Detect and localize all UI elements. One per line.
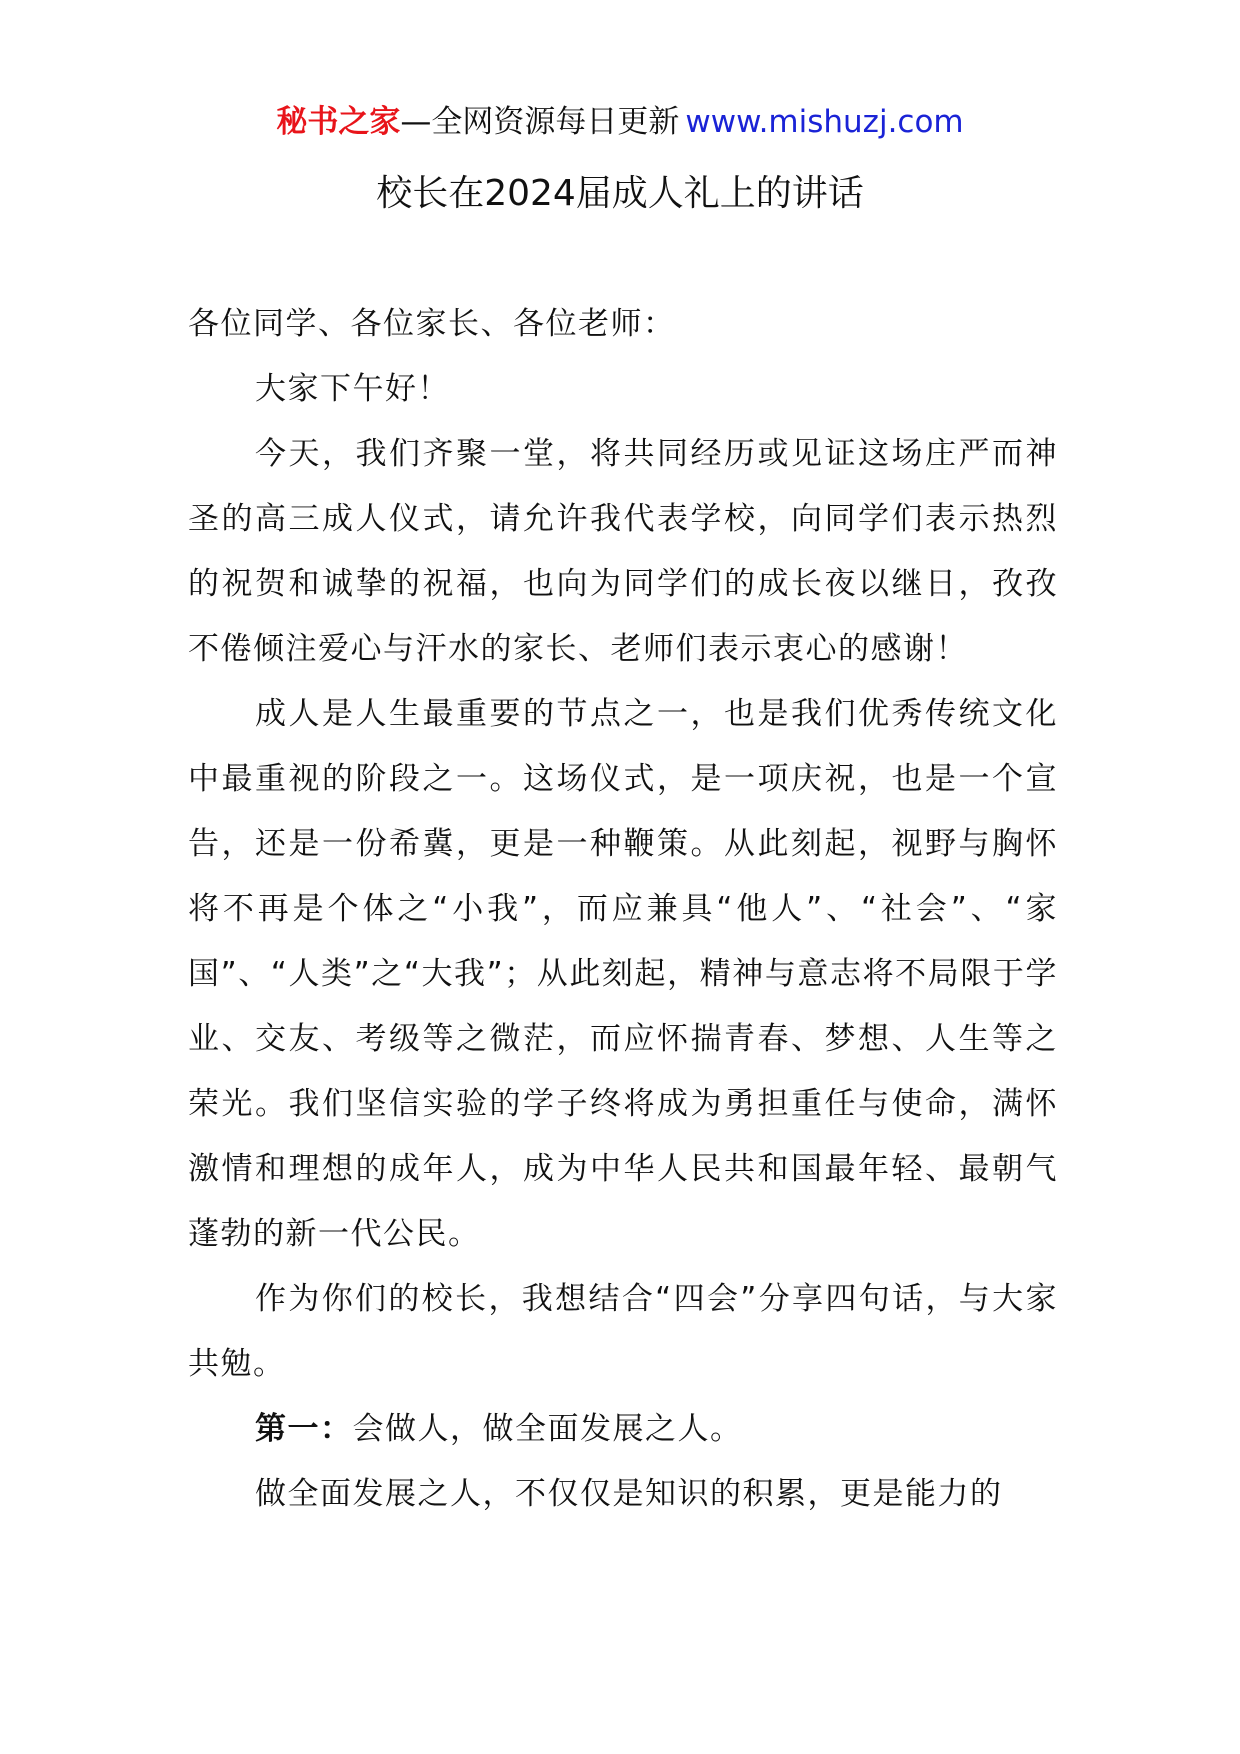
header-tagline: —全网资源每日更新: [400, 104, 680, 140]
section-heading-text: 会做人，做全面发展之人。: [352, 1411, 743, 1447]
section-heading-lead: 第一：: [255, 1411, 353, 1447]
paragraph: 今天，我们齐聚一堂，将共同经历或见证这场庄严而神圣的高三成人仪式，请允许我代表学校，向同学们表示热烈的祝贺和诚挚的祝福，也向为同学们的成长夜以继日，孜孜不倦倾注爱心与汗水的家长、老师们表示衷心的感谢！: [188, 436, 1058, 667]
greeting: 大家下午好！: [255, 371, 450, 407]
paragraph: 做全面发展之人，不仅仅是知识的积累，更是能力的: [255, 1476, 1003, 1512]
section-heading-one: [188, 1397, 1058, 1462]
site-link[interactable]: www.mishuzj.com: [685, 104, 964, 140]
paragraph: 成人是人生最重要的节点之一，也是我们优秀传统文化中最重视的阶段之一。这场仪式，是一项庆祝，也是一个宣告，还是一份希冀，更是一种鞭策。从此刻起，视野与胸怀将不再是个体之“小我”，而应兼具“他人”、“社会”、“家国”、“人类”之“大我”；从此刻起，精神与意志将不局限于学业、交友、考级等之微茫，而应怀揣青春、梦想、人生等之荣光。我们坚信实验的学子终将成为勇担重任与使命，满怀激情和理想的成年人，成为中华人民共和国最年轻、最朝气蓬勃的新一代公民。: [188, 696, 1058, 1252]
document-body: [188, 292, 1058, 1527]
salutation: 各位同学、各位家长、各位老师：: [188, 306, 676, 342]
paragraph: 作为你们的校长，我想结合“四会”分享四句话，与大家共勉。: [188, 1281, 1058, 1382]
brand-name: 秘书之家: [276, 104, 401, 140]
site-header: [0, 100, 1240, 144]
document-title: 校长在2024届成人礼上的讲话: [376, 173, 864, 214]
